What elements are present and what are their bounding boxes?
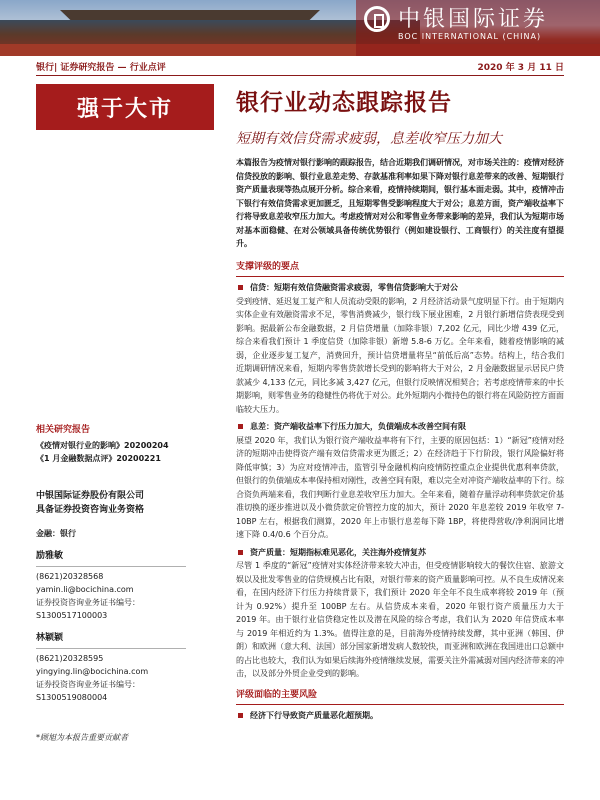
risk-section-heading: 评级面临的主要风险 (236, 689, 564, 706)
firm-info (36, 489, 222, 517)
bullet-asset-body: 尽管 1 季度的“新冠”疫情对实体经济带来较大冲击，但受疫情影响较大的餐饮住宿、旅游文娱以及批发零售业的信贷规模占比有限，对银行带来的资产质量影响可控。从不良生成情况来看，在国内经济下行压力持续背景下，我们预计 2020 年全年不良生成率将较 2019 年（预计为 0.92%）提升至 100BP 左右。从信贷成本来看，2020 年银行资产质量压力大于 2019 年。由于银行业信贷稳定性以及潜在风险的综合考虑，我们认为 2020 年信贷成本率与 2019 年相近约为 1.3%。值得注意的是，目前海外疫情持续发酵，其中亚洲（韩国、伊朗）和欧洲（意大利、法国）部分国家新增发病人数较快，而亚洲和欧洲在我国进出口总额中的占比也较大，我们认为如果后续海外疫情继续发展，需要关注外需减弱对国内经济带来的冲击，以及部分外贸企业受到的影响。 (236, 561, 564, 678)
related-report-link[interactable]: 《1 月金融数据点评》20200221 (36, 454, 161, 463)
analyst-cert-label: 证券投资咨询业务证书编号： (36, 598, 140, 607)
meta-divider (36, 75, 564, 76)
analyst-email[interactable]: yingying.lin@bocichina.com (36, 667, 149, 676)
analyst-phone: (8621)20328595 (36, 654, 104, 663)
analyst-email[interactable]: yamin.li@bocichina.com (36, 585, 134, 594)
related-report-link[interactable]: 《疫情对银行业的影响》20200204 (36, 441, 169, 450)
risk-item: 经济下行导致资产质量恶化超预期。 (236, 709, 564, 723)
related-reports-heading: 相关研究报告 (36, 425, 91, 435)
analyst-card (36, 632, 222, 704)
logo-text-en: BOC INTERNATIONAL (CHINA) (398, 32, 542, 41)
sidebar (36, 424, 222, 704)
bullet-margin-title: 息差：资产端收益率下行压力加大，负债端成本改善空间有限 (236, 420, 564, 434)
report-category: 银行| 证券研究报告 — 行业点评 (36, 63, 166, 73)
firm-qualification: 具备证券投资咨询业务资格 (36, 505, 145, 515)
firm-name: 中银国际证券股份有限公司 (36, 491, 145, 501)
logo-text-cn: 中银国际证券 (398, 7, 549, 32)
support-section-heading: 支撑评级的要点 (236, 261, 564, 278)
analyst-phone: (8621)20328568 (36, 572, 104, 581)
report-title: 银行业动态跟踪报告 (236, 90, 452, 116)
meta-line (36, 58, 564, 74)
analyst-cert-label: 证券投资咨询业务证书编号： (36, 680, 140, 689)
analyst-name: 林颖颖 (36, 632, 186, 649)
analyst-name: 励雅敏 (36, 550, 186, 567)
analyst-cert: S1300519080004 (36, 693, 108, 702)
summary-paragraph: 本篇报告为疫情对银行影响的跟踪报告，结合近期我们调研情况，对市场关注的：疫情对经济信贷投放的影响、银行业息差走势、存款基准利率如果下降对银行息差带来的改善、短期银行资产质量表现等热点展开分析。综合来看，疫情持续期间，银行基本面走弱。其中，疫情冲击下银行有效信贷需求更加匮乏，且短期零售受影响程度大于对公；息差方面，资产端收益率下行将导致息差收窄压力加大。考虑疫情对对公和零售业务带来影响的差异，我们认为短期市场对基本面稳健、在对公领域具备传统优势银行（例如建设银行、工商银行）的关注度有望提升。 (236, 158, 564, 248)
bullet-asset-title: 资产质量：短期指标难见恶化，关注海外疫情复苏 (236, 546, 564, 560)
sector-label: 金融：银行 (36, 529, 76, 538)
report-subtitle: 短期有效信贷需求疲弱，息差收窄压力加大 (236, 131, 502, 147)
boc-logo-icon (364, 6, 390, 32)
rating-box: 强于大市 (36, 84, 214, 130)
bullet-credit-title: 信贷：短期有效信贷融资需求疲弱，零售信贷影响大于对公 (236, 281, 564, 295)
analyst-cert: S1300517100003 (36, 611, 108, 620)
contributor-footnote: *顾旭为本报告重要贡献者 (36, 733, 128, 742)
header-banner (0, 0, 600, 56)
report-date: 2020 年 3 月 11 日 (477, 63, 564, 73)
bullet-margin-body: 展望 2020 年，我们认为银行资产端收益率将有下行，主要的原因包括：1）“新冠”疫情对经济的短期冲击使得资产端有效信贷需求更为匮乏；2）在经济趋于下行阶段，银行风险偏好将降低审慎；3）为应对疫情冲击，监管引导金融机构向疫情防控重点企业提供优惠利率贷款，但银行的负债端成本率保持相对刚性，改善空间有限，难以完全对冲资产端收益率的下行。综合资负两端来看，我们判断行业息差收窄压力加大。全年来看，随着存量浮动利率贷款定价基准切换的逐步推进以及小微贷款定价管控力度的加大，预计 2020 年息差较 2019 年收窄 7-10BP 左右，根据我们测算，2020 年上市银行息差每下降 1BP，将使得营收/净利润同比增速下降 0.4/0.6 个百分点。 (236, 435, 564, 539)
main-content (236, 156, 564, 723)
analyst-card (36, 550, 222, 622)
bullet-credit-body: 受到疫情、延迟复工复产和人员流动受限的影响，2 月经济活动景气度明显下行。由于短期内实体企业有效融资需求不足，零售消费减少，银行线下展业困难，2 月银行新增信贷表现受到影响。据最新公布金融数据，2 月信贷增量（加除非银）7,202 亿元，同比少增 439 亿元，综合来看我们预计 1 季度信贷（加除非银）新增 5.8-6 万亿。全年来看，随着疫情影响的减弱，企业逐步复工复产，消费回升，预计信贷增量将呈“前低后高”态势。结构上，结合我们近期调研情况来看，短期内零售贷款增长受到的影响将大于对公，2 月金融数据显示居民户贷款减少 4,133 亿元，同比多减 3,427 亿元，但银行反映情况相契合；若考虑疫情带来的中长期影响，则零售业务的稳健性仍将优于对公。此外短期内小微持色的银行将在风险防控方面面临较大压力。 (236, 296, 564, 414)
